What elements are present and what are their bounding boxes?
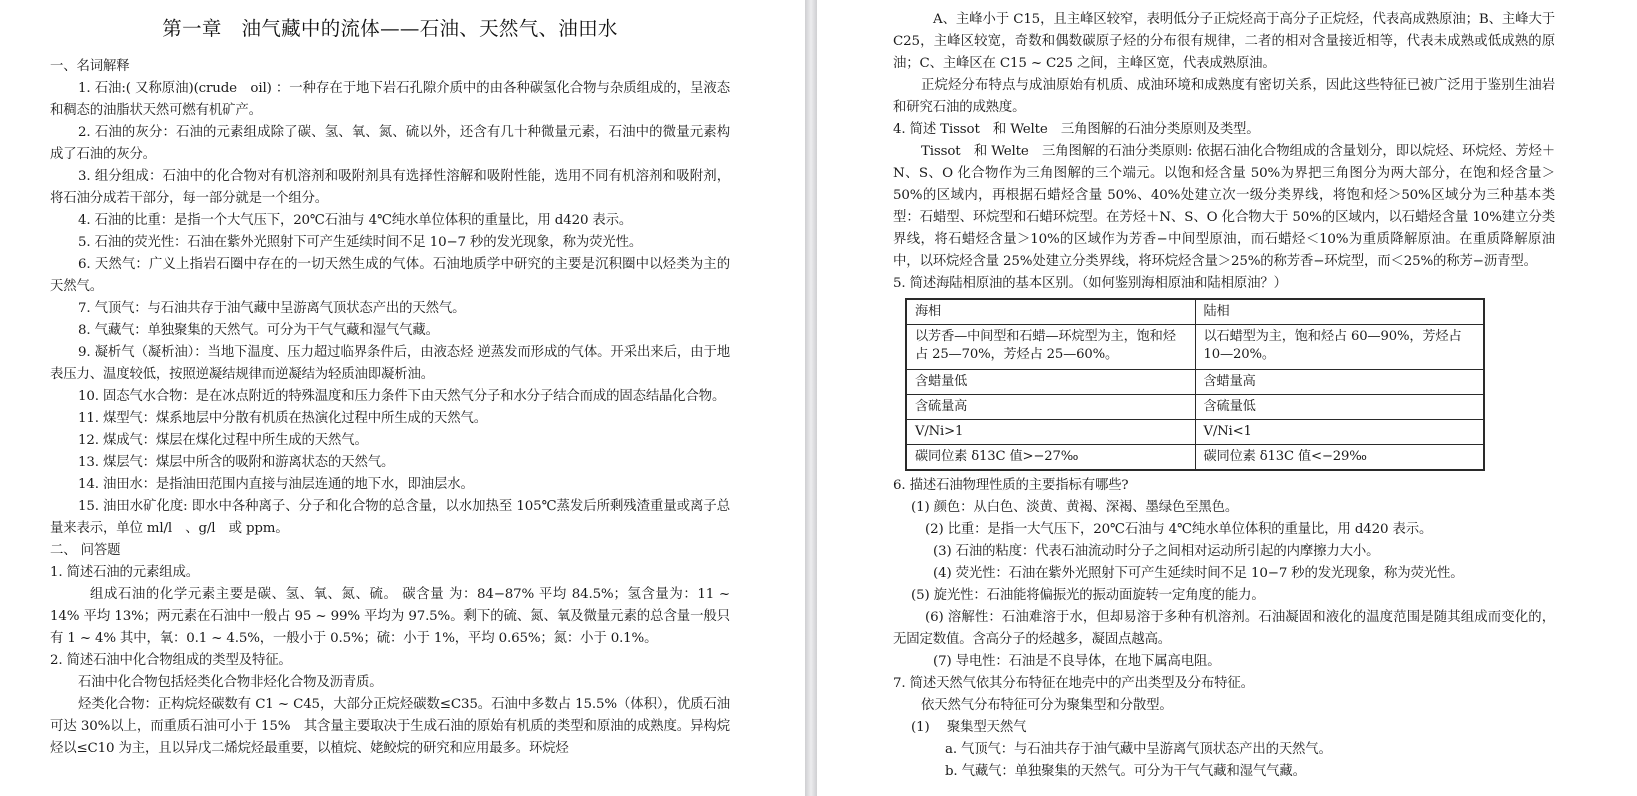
answer-paragraph: 依天然气分布特征可分为聚集型和分散型。 bbox=[921, 698, 1173, 713]
property-item: (7) 导电性：石油是不良导体，在地下属高电阻。 bbox=[933, 654, 1221, 669]
definition-item: 13. 煤层气：煤层中所含的吸附和游离状态的天然气。 bbox=[78, 455, 395, 470]
section-heading-definitions: 一、名词解释 bbox=[50, 59, 130, 74]
definition-item: 2. 石油的灰分：石油的元素组成除了碳、氢、氧、氮、硫以外，还含有几十种微量元素，石油中的微量元素构成了石油的灰分。 bbox=[50, 125, 730, 162]
answer-paragraph: 烃类化合物：正构烷烃碳数有 C1 ~ C45，大部分正烷烃碳数≤C35。石油中多数占 15.5%（体积），优质石油可达 30%以上，而重质石油可小于 15% 其含量主要取决于生成石油的原始有机质的类型和原油的成熟度。异构烷烃以≤C10 为主，且以异戊二烯烷烃最重要，以植烷、姥鲛烷的研究和应用最多。环烷烃 bbox=[50, 697, 730, 756]
property-item: (5) 旋光性：石油能将偏振光的振动面旋转一定角度的能力。 bbox=[911, 588, 1265, 603]
definition-item: 11. 煤型气：煤系地层中分散有机质在热演化过程中所生成的天然气。 bbox=[78, 411, 487, 426]
definition-item: 12. 煤成气：煤层在煤化过程中所生成的天然气。 bbox=[78, 433, 368, 448]
property-item: (6) 溶解性：石油难溶于水，但却易溶于多种有机溶剂。石油凝固和液化的温度范围是随其组成而变化的，无固定数值。含高分子的烃越多，凝固点越高。 bbox=[893, 610, 1555, 647]
list-item: b. 气藏气：单独聚集的天然气。可分为干气气藏和湿气气藏。 bbox=[945, 764, 1306, 779]
answer-paragraph: Tissot 和 Welte 三角图解的石油分类原则: 依据石油化合物组成的含量划分，即以烷烃、环烷烃、芳烃＋N、S、O 化合物作为三角图解的三个端元。以饱和烃含量 50%为界把三角图分为两大部分，在饱和烃含量＞50%的区域内，再根据石蜡烃含量 50%、40%处建立次一级分类界线，将饱和烃＞50%区域分为三种基本类型：石蜡型、环烷型和石蜡环烷型。在芳烃＋N、S、O 化合物大于 50%的区域内，以石蜡烃含量 10%建立分类界线，将石蜡烃含量＞10%的区域作为芳香−中间型原油，而石蜡烃＜10%为重质降解原油。在重质降解原油中，以环烷烃含量 25%处建立分类界线，将环烷烃含量＞25%的称芳香−环烷型，而＜25%的称芳−沥青型。 bbox=[893, 144, 1555, 269]
table-row bbox=[906, 325, 1484, 370]
answer-paragraph: A、主峰小于 C15，且主峰区较窄，表明低分子正烷烃高于高分子正烷烃，代表高成熟原油；B、主峰大于 C25，主峰区较宽，奇数和偶数碳原子烃的分布很有规律，二者的相对含量接近相等，代表未成熟或低成熟的原油；C、主峰区在 C15 ~ C25 之间，主峰区宽，代表成熟原油。 bbox=[893, 12, 1555, 71]
table-cell: 碳同位素 δ13C 值<−29‰ bbox=[1195, 445, 1484, 471]
property-item: (4) 荧光性：石油在紫外光照射下可产生延续时间不足 10−7 秒的发光现象，称为荧光性。 bbox=[933, 566, 1464, 581]
definition-item: 3. 组分组成：石油中的化合物对有机溶剂和吸附剂具有选择性溶解和吸附性能，选用不同有机溶剂和吸附剂，将石油分成若干部分，每一部分就是一个组分。 bbox=[50, 169, 730, 206]
chapter-title: 第一章 油气藏中的流体——石油、天然气、油田水 bbox=[162, 17, 618, 40]
table-cell: 含硫量低 bbox=[1195, 395, 1484, 420]
document-page-left bbox=[0, 0, 805, 796]
definition-item: 10. 固态气水合物：是在冰点附近的特殊温度和压力条件下由天然气分子和水分子结合而成的固态结晶化合物。 bbox=[78, 389, 726, 404]
definition-item: 5. 石油的荧光性：石油在紫外光照射下可产生延续时间不足 10−7 秒的发光现象，称为荧光性。 bbox=[78, 235, 643, 250]
table-cell: 碳同位素 δ13C 值>−27‰ bbox=[906, 445, 1195, 471]
question-heading: 7. 简述天然气依其分布特征在地壳中的产出类型及分布特征。 bbox=[893, 676, 1254, 691]
table-cell: 含硫量高 bbox=[906, 395, 1195, 420]
definition-item: 14. 油田水：是指油田范围内直接与油层连通的地下水，即油层水。 bbox=[78, 477, 474, 492]
list-item: a. 气顶气：与石油共存于油气藏中呈游离气顶状态产出的天然气。 bbox=[945, 742, 1332, 757]
property-item: (3) 石油的粘度：代表石油流动时分子之间相对运动所引起的内摩擦力大小。 bbox=[933, 544, 1380, 559]
question-heading: 5. 简述海陆相原油的基本区别。（如何鉴别海相原油和陆相原油？） bbox=[893, 276, 1287, 291]
answer-paragraph: 组成石油的化学元素主要是碳、氢、氧、氮、硫。 碳含量 为：84−87% 平均 84.5%；氢含量为：11 ~ 14% 平均 13%；两元素在石油中一般占 95 ~ 99% 平均为 97.5%。剩下的硫、氮、氧及微量元素的总含量一般只有 1 ~ 4% 其中，氧：0.1 ~ 4.5%，一般小于 0.5%；硫：小于 1%，平均 0.65%；氮：小于 0.1%。 bbox=[50, 587, 730, 646]
question-heading: 6. 描述石油物理性质的主要指标有哪些? bbox=[893, 478, 1129, 493]
definition-item: 7. 气顶气：与石油共存于油气藏中呈游离气顶状态产出的天然气。 bbox=[78, 301, 466, 316]
table-cell: V/Ni<1 bbox=[1195, 420, 1484, 445]
section-heading-questions: 二、 问答题 bbox=[50, 543, 121, 558]
table-header-row bbox=[906, 299, 1484, 325]
table-row bbox=[906, 395, 1484, 420]
page-gutter bbox=[805, 0, 817, 796]
table-row bbox=[906, 445, 1484, 471]
subheading: (1) 聚集型天然气 bbox=[911, 720, 1027, 735]
definition-item: 4. 石油的比重：是指一个大气压下，20℃石油与 4℃纯水单位体积的重量比，用 d420 表示。 bbox=[78, 213, 633, 228]
answer-paragraph: 石油中化合物包括烃类化合物非烃化合物及沥青质。 bbox=[78, 675, 383, 690]
page-left-content bbox=[50, 0, 730, 760]
answer-paragraph: 正烷烃分布特点与成油原始有机质、成油环境和成熟度有密切关系，因此这些特征已被广泛用于鉴别生油岩和研究石油的成熟度。 bbox=[893, 78, 1555, 115]
definition-item: 8. 气藏气：单独聚集的天然气。可分为干气气藏和湿气气藏。 bbox=[78, 323, 439, 338]
table-header-cell: 陆相 bbox=[1195, 299, 1484, 325]
property-item: (2) 比重：是指一大气压下，20℃石油与 4℃纯水单位体积的重量比，用 d420 表示。 bbox=[925, 522, 1433, 537]
table-cell: 含蜡量低 bbox=[906, 370, 1195, 395]
question-heading: 4. 简述 Tissot 和 Welte 三角图解的石油分类原则及类型。 bbox=[893, 122, 1260, 137]
question-heading: 2. 简述石油中化合物组成的类型及特征。 bbox=[50, 653, 292, 668]
definition-item: 9. 凝析气（凝析油）：当地下温度、压力超过临界条件后，由液态烃 逆蒸发而形成的气体。开采出来后，由于地表压力、温度较低，按照逆凝结规律而逆凝结为轻质油即凝析油。 bbox=[50, 345, 730, 382]
definition-item: 6. 天然气：广义上指岩石圈中存在的一切天然生成的气体。石油地质学中研究的主要是沉积圈中以烃类为主的天然气。 bbox=[50, 257, 730, 294]
table-cell: 以石蜡型为主，饱和烃占 60—90%，芳烃占 10—20%。 bbox=[1195, 325, 1484, 370]
table-row bbox=[906, 370, 1484, 395]
definition-item: 1. 石油:( 又称原油)(crude oil) ：一种存在于地下岩石孔隙介质中的由各种碳氢化合物与杂质组成的，呈液态和稠态的油脂状天然可燃有机矿产。 bbox=[50, 81, 730, 118]
table-header-cell: 海相 bbox=[906, 299, 1195, 325]
table-row bbox=[906, 420, 1484, 445]
marine-continental-comparison-table bbox=[905, 298, 1485, 471]
page-right-content bbox=[893, 9, 1555, 783]
question-heading: 1. 简述石油的元素组成。 bbox=[50, 565, 199, 580]
property-item: (1) 颜色：从白色、淡黄、黄褐、深褐、墨绿色至黑色。 bbox=[911, 500, 1239, 515]
table-cell: V/Ni>1 bbox=[906, 420, 1195, 445]
document-page-right bbox=[817, 0, 1637, 796]
definition-item: 15. 油田水矿化度: 即水中各种离子、分子和化合物的总含量，以水加热至 105℃蒸发后所剩残渣重量或离子总量来表示，单位 ml/l 、g/l 或 ppm。 bbox=[50, 499, 730, 536]
table-cell: 以芳香—中间型和石蜡—环烷型为主，饱和烃占 25—70%，芳烃占 25—60%。 bbox=[906, 325, 1195, 370]
table-cell: 含蜡量高 bbox=[1195, 370, 1484, 395]
